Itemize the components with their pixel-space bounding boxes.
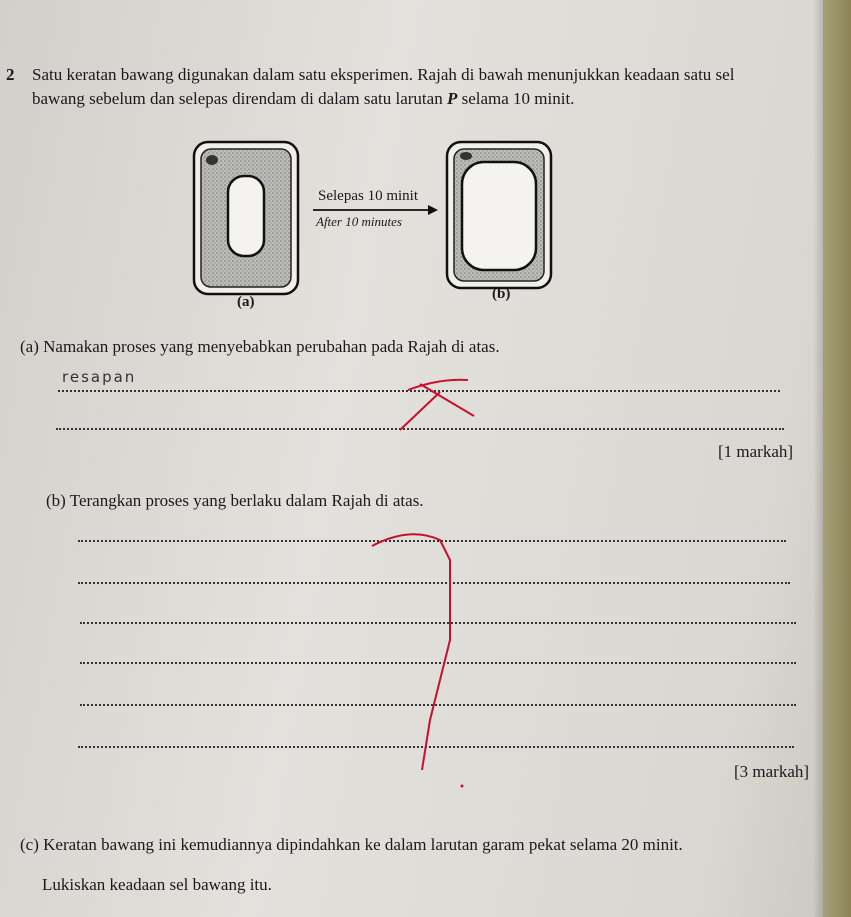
solution-label: P — [446, 89, 458, 108]
answer-line[interactable] — [58, 390, 780, 392]
arrow-label-ms: Selepas 10 minit — [318, 188, 418, 204]
answer-line[interactable] — [80, 622, 796, 624]
answer-line[interactable] — [78, 746, 794, 748]
part-b-prompt: (b) Terangkan proses yang berlaku dalam Rajah di atas. — [46, 491, 424, 510]
part-a-prompt: (a) Namakan proses yang menyebabkan perubahan pada Rajah di atas. — [20, 337, 500, 356]
answer-line[interactable] — [80, 704, 796, 706]
intro-text: bawang sebelum dan selepas direndam di dalam satu larutan — [32, 89, 443, 108]
question-intro-line1: Satu keratan bawang digunakan dalam satu eksperimen. Rajah di bawah menunjukkan keadaan satu sel — [32, 65, 735, 84]
part-b-marks: [3 markah] — [734, 762, 810, 781]
answer-line[interactable] — [78, 540, 786, 542]
cell-b — [447, 142, 551, 288]
answer-line[interactable] — [56, 428, 784, 430]
part-a-answer: resapan — [62, 368, 137, 386]
caption-a: (a) — [237, 294, 255, 310]
arrow-label-en: After 10 minutes — [316, 214, 402, 229]
cell-a — [194, 142, 298, 294]
part-a-marks: [1 markah] — [718, 442, 794, 461]
part-c-prompt: (c) Keratan bawang ini kemudiannya dipindahkan ke dalam larutan garam pekat selama 20 minit. — [20, 835, 683, 854]
part-c-subprompt: Lukiskan keadaan sel bawang itu. — [42, 875, 272, 894]
answer-line[interactable] — [80, 662, 796, 664]
caption-b: (b) — [492, 286, 511, 302]
answer-line[interactable] — [78, 582, 790, 584]
question-number: 2 — [6, 65, 15, 84]
intro-text-end: selama 10 minit. — [461, 89, 575, 108]
